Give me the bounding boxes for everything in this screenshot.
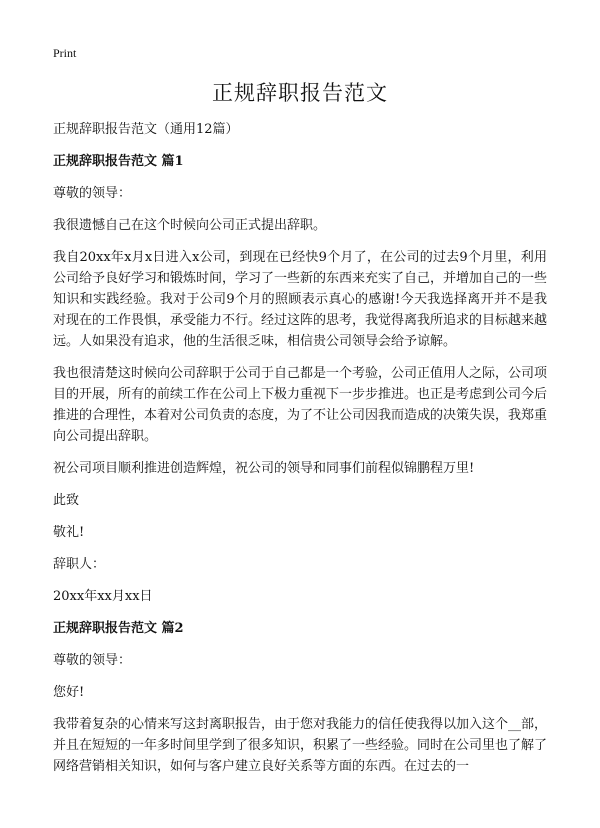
signer-label: 辞职人： — [53, 557, 106, 572]
closing-line: 此致 — [53, 493, 80, 508]
paragraph: 我自20xx年x月x日进入x公司，到现在已经快9个月了，在公司的过去9个月里，利用公司给予良好学习和锻炼时间，学习了一些新的东西来充实了自己，并增加自己的一些知识和实践经验。我对于公司9个月的照顾表示真心的感谢!今天我选择离开并不是我对现在的工作畏惧，承受能力不行。经过这阵的思考，我觉得离我所追求的目标越来越远。人如果没有追求，他的生活很乏味，相信贵公司领导会给予谅解。 — [53, 250, 548, 349]
paragraph: 我带着复杂的心情来写这封离职报告，由于您对我能力的信任使我得以加入这个__部，并且在短短的一年多时间里学到了很多知识，积累了一些经验。同时在公司里也了解了网络营销相关知识，如何与客户建立良好关系等方面的东西。在过去的一 — [53, 717, 548, 774]
section-heading-2: 正规辞职报告范文 篇2 — [53, 621, 184, 636]
salutation: 尊敬的领导： — [53, 186, 132, 201]
date-line: 20xx年xx月xx日 — [53, 589, 153, 604]
document-title: 正规辞职报告范文 — [212, 81, 388, 105]
section-heading-1: 正规辞职报告范文 篇1 — [53, 154, 184, 169]
document-subtitle: 正规辞职报告范文（通用12篇） — [53, 122, 239, 137]
paragraph: 我也很清楚这时候向公司辞职于公司于自己都是一个考验，公司正值用人之际，公司项目的开展，所有的前续工作在公司上下极力重视下一步步推进。也正是考虑到公司今后推进的合理性，本着对公司负责的态度，为了不让公司因我而造成的决策失误，我郑重向公司提出辞职。 — [53, 366, 548, 444]
paragraph: 我很遗憾自己在这个时候向公司正式提出辞职。 — [53, 218, 327, 233]
greeting: 您好! — [53, 685, 85, 700]
document-body — [53, 119, 547, 788]
closing-line: 敬礼! — [53, 525, 85, 540]
print-link[interactable]: Print — [53, 46, 77, 60]
paragraph: 祝公司项目顺利推进创造辉煌，祝公司的领导和同事们前程似锦鹏程万里! — [53, 461, 475, 476]
salutation: 尊敬的领导： — [53, 653, 132, 668]
